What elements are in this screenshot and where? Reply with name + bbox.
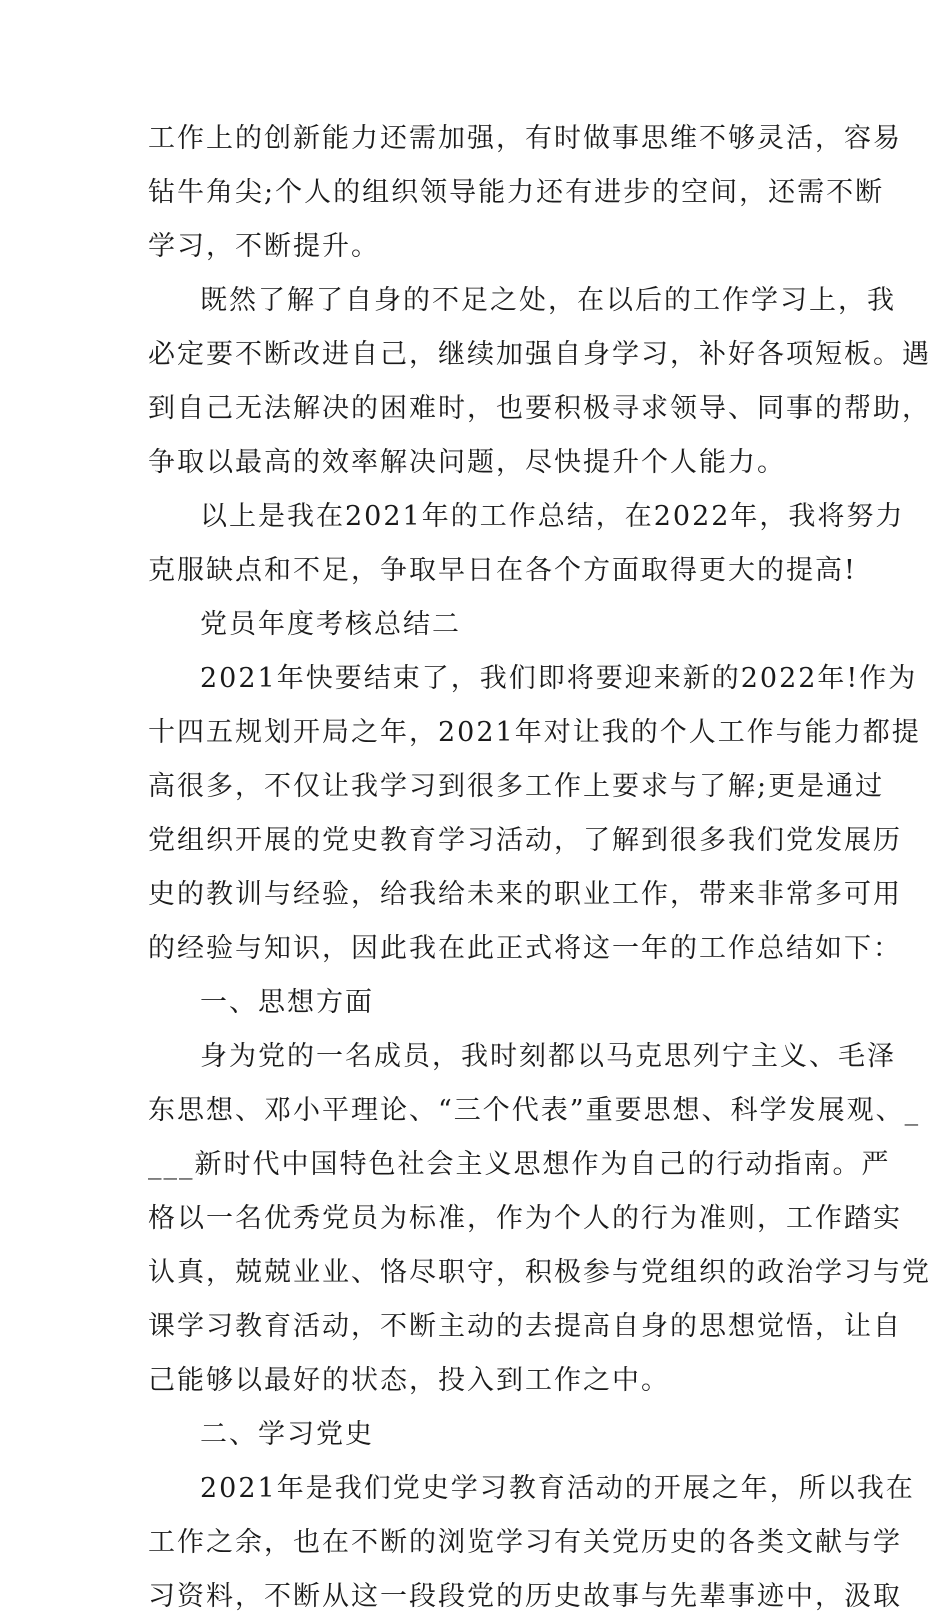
- text-line: 钻牛角尖;个人的组织领导能力还有进步的空间，还需不断: [148, 177, 885, 208]
- text-line: 争取以最高的效率解决问题，尽快提升个人能力。: [148, 447, 786, 478]
- text-line: ___新时代中国特色社会主义思想作为自己的行动指南。严: [148, 1149, 891, 1180]
- text-line: 课学习教育活动，不断主动的去提高自身的思想觉悟，让自: [148, 1311, 902, 1342]
- text-line: 2021年是我们党史学习教育活动的开展之年，所以我在: [200, 1473, 915, 1504]
- text-line: 二、学习党史: [200, 1419, 374, 1450]
- text-line: 工作之余，也在不断的浏览学习有关党历史的各类文献与学: [148, 1527, 902, 1558]
- text-line: 2021年快要结束了，我们即将要迎来新的2022年!作为: [200, 663, 918, 694]
- text-line: 工作上的创新能力还需加强，有时做事思维不够灵活，容易: [148, 123, 902, 154]
- text-line: 高很多，不仅让我学习到很多工作上要求与了解;更是通过: [148, 771, 885, 802]
- text-line: 党组织开展的党史教育学习活动，了解到很多我们党发展历: [148, 825, 902, 856]
- text-line: 史的教训与经验，给我给未来的职业工作，带来非常多可用: [148, 879, 902, 910]
- text-line: 习资料，不断从这一段段党的历史故事与先辈事迹中，汲取: [148, 1581, 902, 1612]
- text-line: 十四五规划开局之年，2021年对让我的个人工作与能力都提: [148, 717, 921, 748]
- text-line: 既然了解了自身的不足之处，在以后的工作学习上，我: [200, 285, 896, 316]
- text-line: 的经验与知识，因此我在此正式将这一年的工作总结如下：: [148, 933, 902, 964]
- text-line: 到自己无法解决的困难时，也要积极寻求领导、同事的帮助，: [148, 393, 931, 424]
- text-line: 以上是我在2021年的工作总结，在2022年，我将努力: [200, 501, 905, 532]
- text-line: 格以一名优秀党员为标准，作为个人的行为准则，工作踏实: [148, 1203, 902, 1234]
- text-line: 一、思想方面: [200, 987, 374, 1018]
- text-line: 己能够以最好的状态，投入到工作之中。: [148, 1365, 670, 1396]
- text-line: 克服缺点和不足，争取早日在各个方面取得更大的提高!: [148, 555, 857, 586]
- text-line: 党员年度考核总结二: [200, 609, 461, 640]
- text-line: 学习，不断提升。: [148, 231, 380, 262]
- document-body: [148, 112, 931, 1624]
- text-line: 认真，兢兢业业、恪尽职守，积极参与党组织的政治学习与党: [148, 1257, 931, 1288]
- text-line: 身为党的一名成员，我时刻都以马克思列宁主义、毛泽: [200, 1041, 896, 1072]
- text-line: 必定要不断改进自己，继续加强自身学习，补好各项短板。遇: [148, 339, 931, 370]
- text-line: 东思想、邓小平理论、“三个代表”重要思想、科学发展观、_: [148, 1095, 921, 1126]
